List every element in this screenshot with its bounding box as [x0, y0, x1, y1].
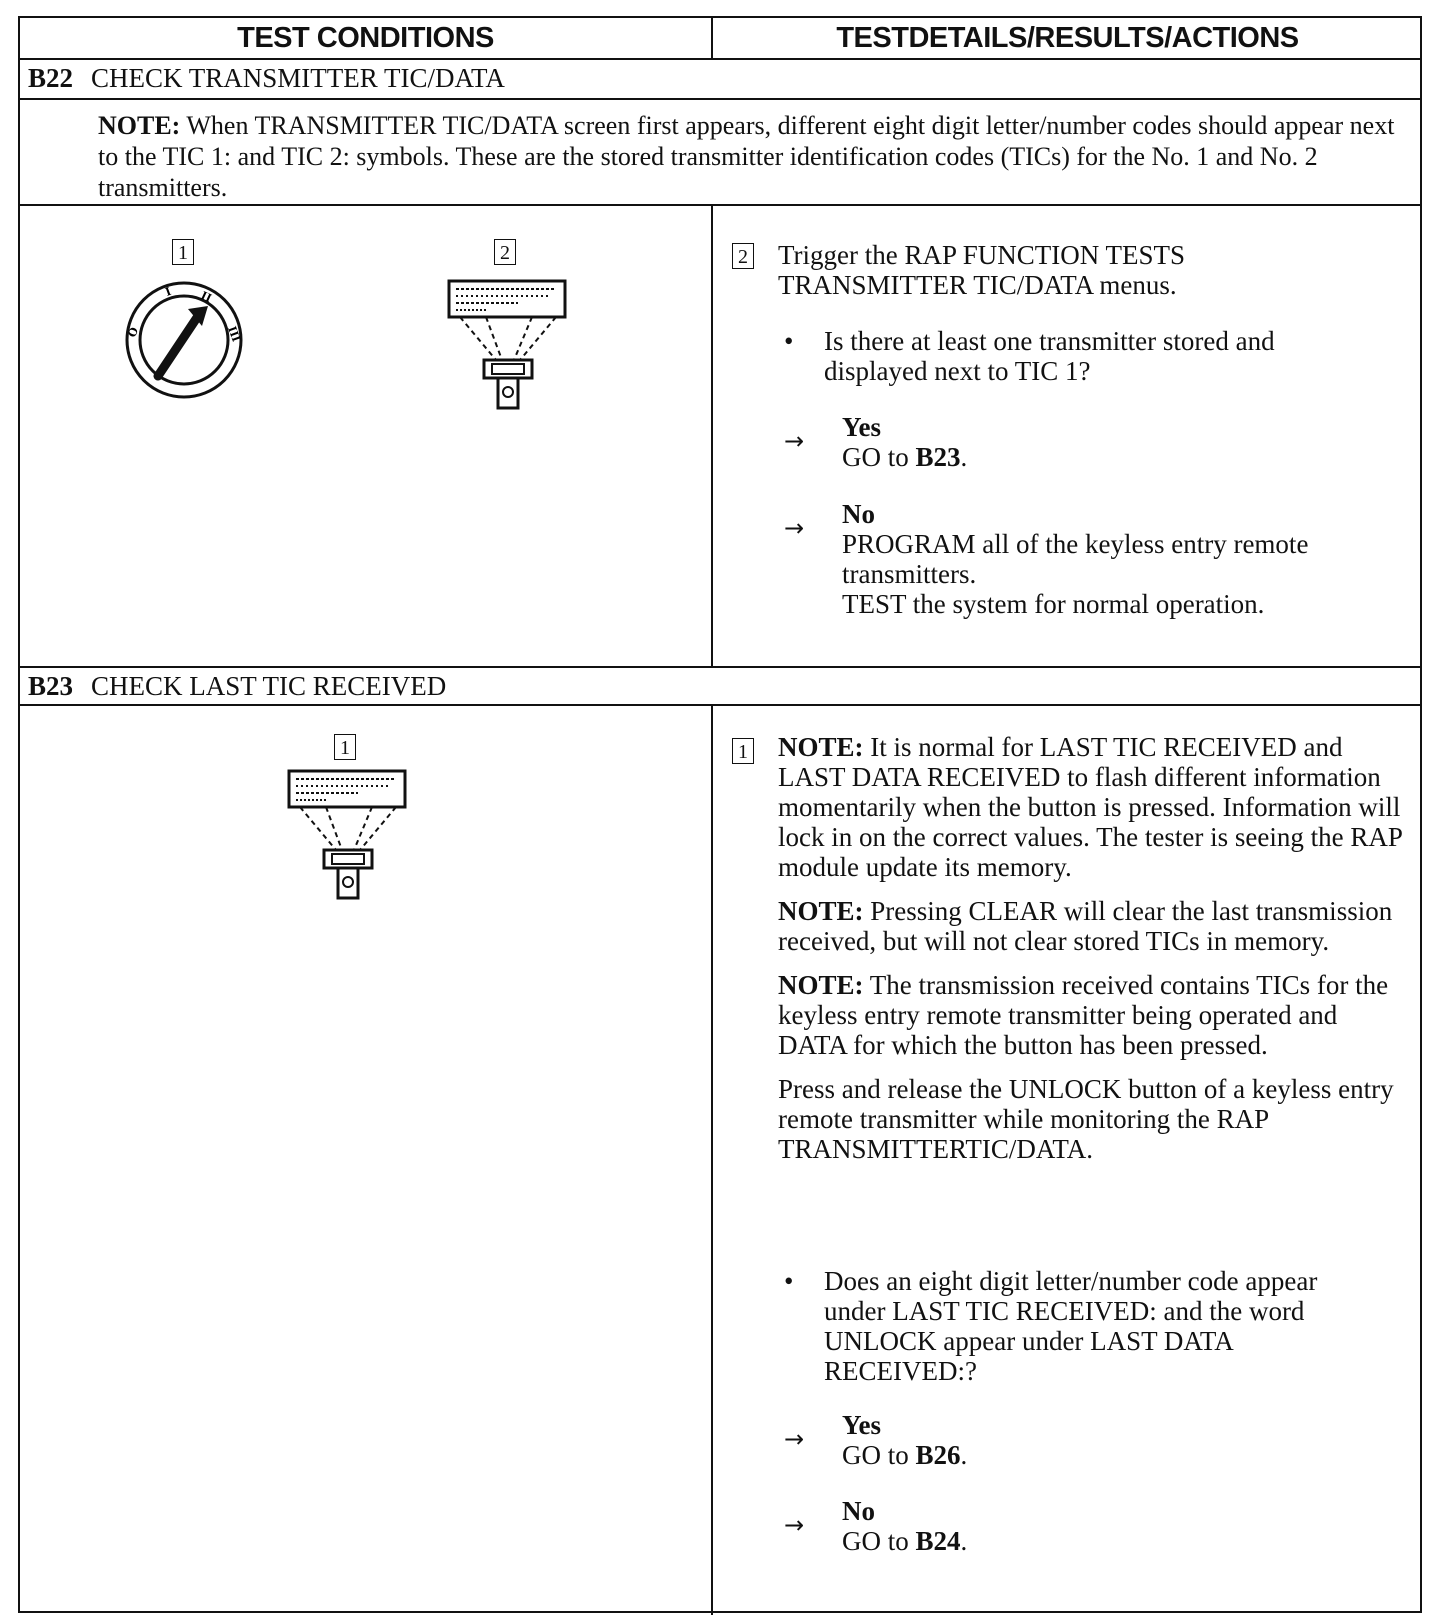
- b22-note-rule: [20, 204, 1420, 206]
- scan-tool-icon: [288, 770, 408, 900]
- b22-no-line2: TEST the system for normal operation.: [842, 589, 1265, 619]
- b22-question: [784, 326, 1394, 388]
- b22-note-label: NOTE:: [98, 111, 181, 140]
- b23-note-1: NOTE: It is normal for LAST TIC RECEIVED and LAST DATA RECEIVED to flash different information momentarily when the button is pressed. Information will lock in on the correct values. The tester is seeing the RAP module update its memory.: [778, 732, 1402, 882]
- arrow-right-icon: →: [784, 1425, 805, 1453]
- b22-step-number: 2: [732, 243, 754, 269]
- b23-no-prefix: GO to: [842, 1526, 909, 1556]
- b23-step-number: 1: [732, 738, 754, 764]
- arrow-right-icon: →: [784, 514, 805, 542]
- b22-no-action: [784, 499, 1404, 629]
- b23-title: CHECK LAST TIC RECEIVED: [91, 671, 447, 701]
- b23-note-label: NOTE:: [778, 896, 864, 926]
- b23-notes: [778, 732, 1406, 1164]
- svg-text:II: II: [198, 288, 214, 306]
- b22-question-text: Is there at least one transmitter stored and displayed next to TIC 1?: [824, 326, 1275, 386]
- b22-title: CHECK TRANSMITTER TIC/DATA: [91, 63, 505, 93]
- b22-yes-prefix: GO to: [842, 442, 909, 472]
- b22-note: [98, 110, 1408, 203]
- svg-text:III: III: [225, 324, 243, 344]
- bullet-icon: •: [784, 1266, 794, 1296]
- b22-step-text: Trigger the RAP FUNCTION TESTS TRANSMITTER TIC/DATA menus.: [778, 240, 1186, 300]
- scan-tool-icon: [448, 280, 568, 410]
- column-divider-b22: [711, 204, 713, 666]
- b22-note-text: When TRANSMITTER TIC/DATA screen first appears, different eight digit letter/number codes should appear next to the TIC 1: and TIC 2: symbols. These are the stored transmitter identification codes (TICs) for the No. 1 and No. 2 transmitters.: [98, 111, 1395, 202]
- b22-yes-action: [784, 412, 1384, 474]
- b23-note-3: NOTE: The transmission received contains TICs for the keyless entry remote transmitter being operated and DATA for which the button has been pressed.: [778, 970, 1389, 1060]
- b22-title-rule: [20, 98, 1420, 100]
- b23-section-title: [28, 666, 446, 706]
- b23-yes-prefix: GO to: [842, 1440, 909, 1470]
- b23-illustration-number: 1: [334, 734, 356, 760]
- b23-question-text: Does an eight digit letter/number code appear under LAST TIC RECEIVED: and the word UNLOCK appear under LAST DATA RECEIVED:?: [824, 1266, 1318, 1386]
- diagnostic-table: [18, 16, 1422, 1613]
- b23-yes-label: Yes: [842, 1410, 881, 1440]
- b23-yes-action: [784, 1410, 1384, 1472]
- b22-yes-label: Yes: [842, 412, 881, 442]
- svg-text:O: O: [125, 325, 142, 340]
- arrow-right-icon: →: [784, 427, 805, 455]
- b23-question: [784, 1266, 1394, 1386]
- b23-no-target: B24: [915, 1526, 961, 1556]
- b23-no-label: No: [842, 1496, 875, 1526]
- b23-yes-suffix: .: [960, 1440, 968, 1470]
- b22-no-line1: PROGRAM all of the keyless entry remote transmitters.: [842, 529, 1309, 589]
- arrow-right-icon: →: [784, 1511, 805, 1539]
- b23-yes-target: B26: [915, 1440, 961, 1470]
- b23-no-suffix: .: [960, 1526, 968, 1556]
- b22-section-title: [28, 58, 505, 98]
- b22-yes-target: B23: [915, 442, 961, 472]
- b23-note-label: NOTE:: [778, 970, 864, 1000]
- ignition-switch-icon: [122, 276, 252, 406]
- column-divider-b23: [711, 704, 713, 1615]
- b22-illustration-number-1: 1: [172, 239, 194, 265]
- svg-text:I: I: [163, 284, 173, 299]
- b23-note-label: NOTE:: [778, 732, 864, 762]
- b22-code: B22: [28, 63, 74, 93]
- b22-yes-suffix: .: [960, 442, 968, 472]
- b23-note-2: NOTE: Pressing CLEAR will clear the last transmission received, but will not clear stored TICs in memory.: [778, 896, 1393, 956]
- b23-instruction: Press and release the UNLOCK button of a keyless entry remote transmitter while monitoring the RAP TRANSMITTERTIC/DATA.: [778, 1074, 1394, 1164]
- header-test-conditions: TEST CONDITIONS: [237, 22, 494, 54]
- b23-no-action: [784, 1496, 1384, 1558]
- bullet-icon: •: [784, 326, 794, 356]
- b22-no-label: No: [842, 499, 875, 529]
- header-test-details: TESTDETAILS/RESULTS/ACTIONS: [836, 22, 1299, 54]
- b22-illustration-number-2: 2: [494, 239, 516, 265]
- b23-code: B23: [28, 671, 74, 701]
